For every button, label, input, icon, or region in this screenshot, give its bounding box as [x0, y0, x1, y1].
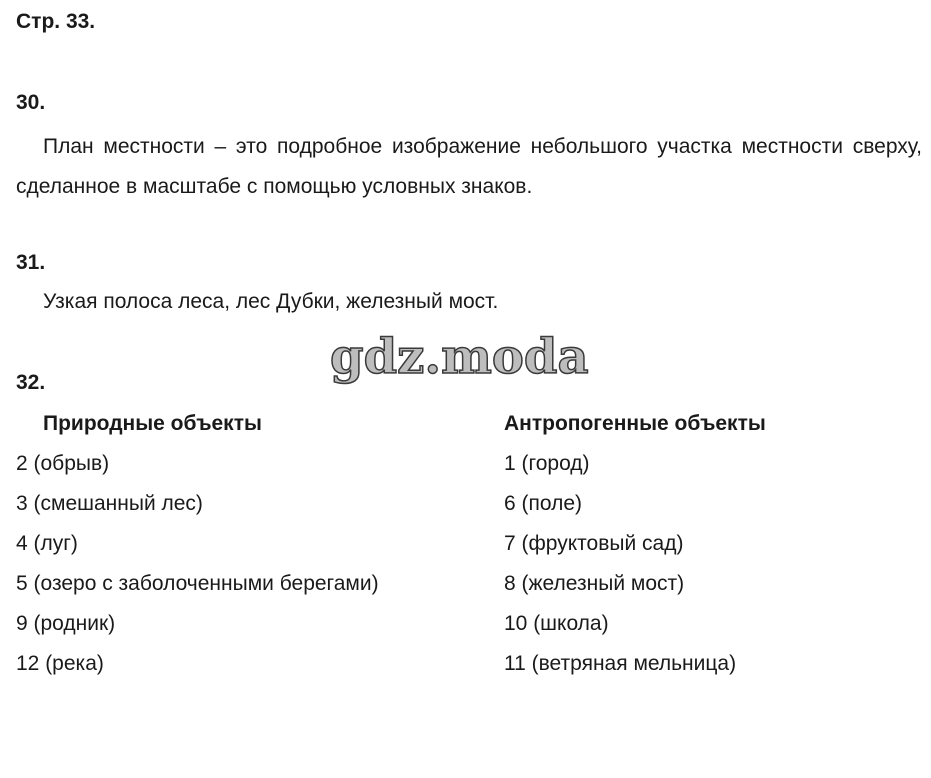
list-item: 9 (родник)	[16, 612, 116, 635]
task-30-number: 30.	[16, 91, 46, 114]
task-30-text: План местности – это подробное изображение небольшого участка местности сверху, сделанное в масштабе с помощью условных знаков.	[16, 135, 922, 198]
watermark-logo: gdz.moda	[330, 329, 589, 385]
list-item: 3 (смешанный лес)	[16, 492, 203, 515]
task-32-number: 32.	[16, 371, 46, 394]
list-item: 7 (фруктовый сад)	[504, 532, 684, 555]
list-item: 12 (река)	[16, 652, 104, 675]
list-item: 8 (железный мост)	[504, 572, 685, 595]
task-31-number: 31.	[16, 251, 46, 274]
list-item: 5 (озеро с заболоченными берегами)	[16, 572, 379, 595]
list-item: 1 (город)	[504, 452, 590, 475]
page-title: Стр. 33.	[16, 10, 96, 33]
natural-objects-column	[16, 404, 379, 684]
list-item: 6 (поле)	[504, 492, 583, 515]
list-item: 2 (обрыв)	[16, 452, 110, 475]
natural-objects-header: Природные объекты	[43, 412, 262, 435]
task-31-text: Узкая полоса леса, лес Дубки, железный мост.	[43, 290, 499, 313]
list-item: 11 (ветряная мельница)	[504, 652, 737, 675]
anthropogenic-objects-header: Антропогенные объекты	[504, 412, 766, 435]
list-item: 4 (луг)	[16, 532, 78, 555]
anthropogenic-objects-column	[477, 404, 766, 684]
list-item: 10 (школа)	[504, 612, 609, 635]
